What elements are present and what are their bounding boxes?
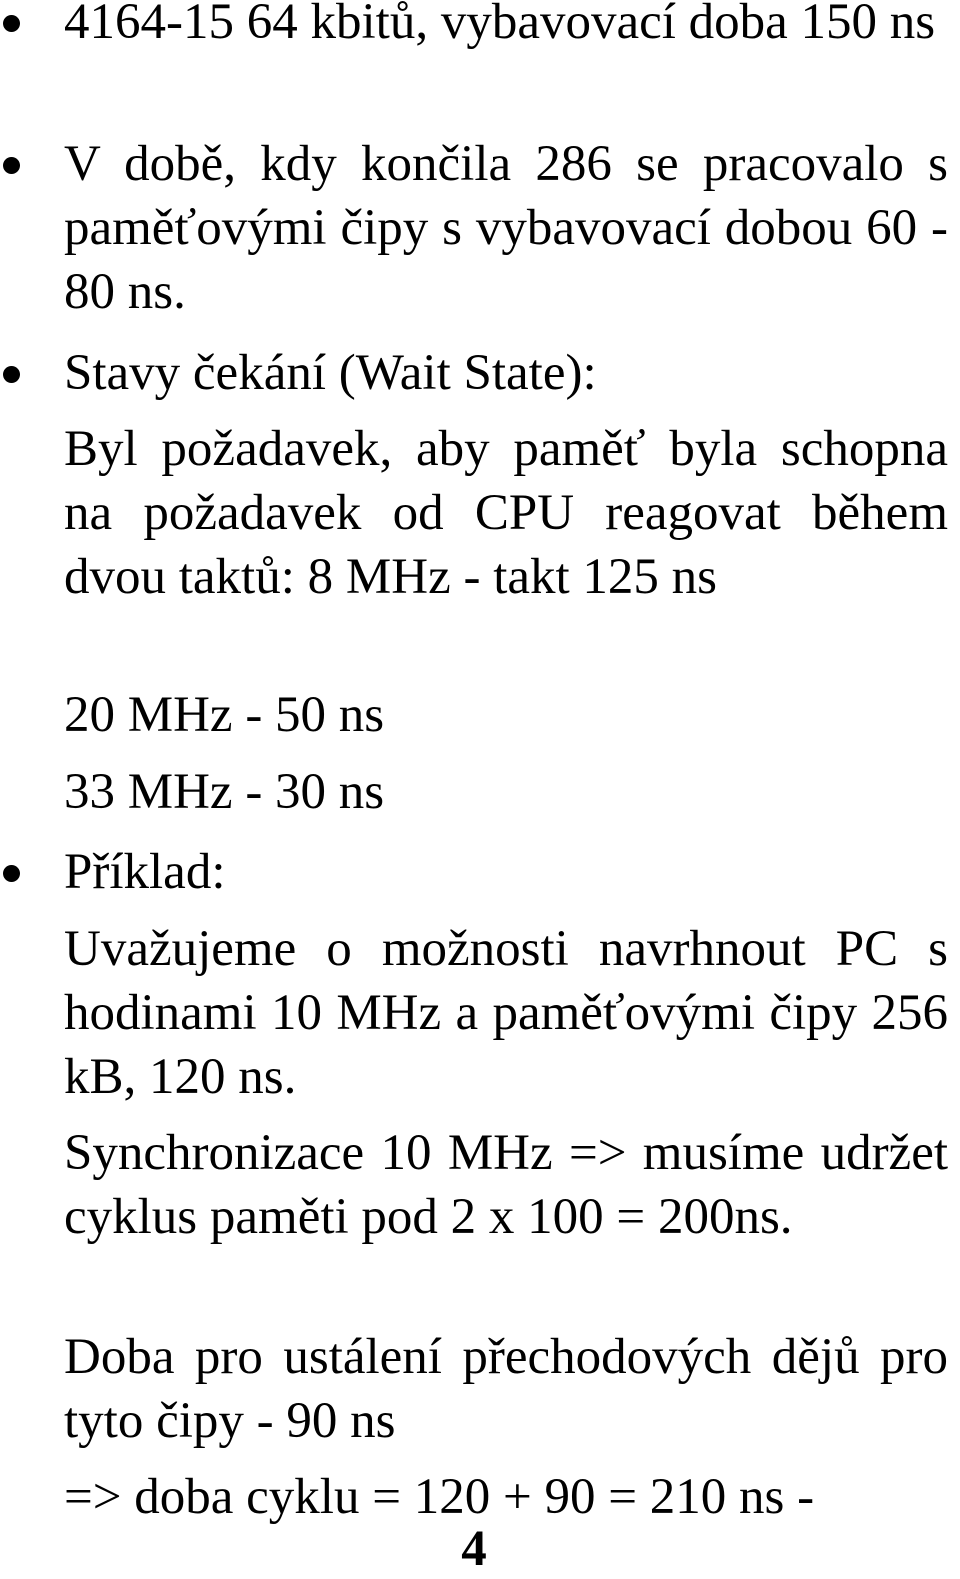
paragraph-33mhz: 33 MHz - 30 ns <box>64 764 385 820</box>
paragraph-pc-design: Uvažujeme o možnosti navrhnout PC s hodinami 10 MHz a paměťovými čipy 256 kB, 120 ns. <box>64 921 948 1105</box>
bullet-icon <box>3 15 20 32</box>
paragraph-cycle-time: => doba cyklu = 120 + 90 = 210 ns - <box>64 1469 815 1525</box>
paragraph-20mhz: 20 MHz - 50 ns <box>64 687 385 743</box>
bullet-icon <box>3 366 20 383</box>
paragraph-settling-time: Doba pro ustálení přechodových dějů pro tyto čipy - 90 ns <box>64 1329 948 1449</box>
paragraph-synchronization: Synchronizace 10 MHz => musíme udržet cyklus paměti pod 2 x 100 = 200ns. <box>64 1125 948 1245</box>
page-number: 4 <box>461 1521 487 1577</box>
paragraph-requirement: Byl požadavek, aby paměť byla schopna na požadavek od CPU reagovat během dvou taktů: 8 MHz - takt 125 ns <box>64 421 948 605</box>
bullet-item-wait-states: Stavy čekání (Wait State): <box>64 345 597 401</box>
bullet-item-example: Příklad: <box>64 844 226 900</box>
bullet-icon <box>3 865 20 882</box>
bullet-icon <box>3 157 20 174</box>
bullet-item-memory-chip: 4164-15 64 kbitů, vybavovací doba 150 ns <box>64 0 936 50</box>
bullet-item-286-era: V době, kdy končila 286 se pracovalo s paměťovými čipy s vybavovací dobou 60 - 80 ns. <box>64 136 948 320</box>
